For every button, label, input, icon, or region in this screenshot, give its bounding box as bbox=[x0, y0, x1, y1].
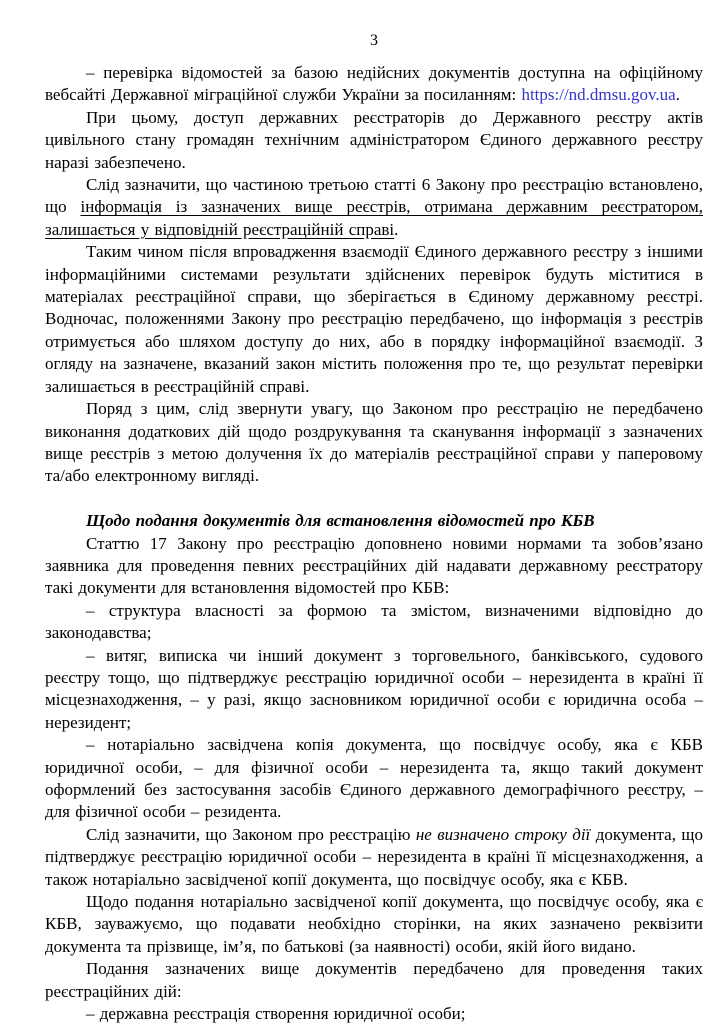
section-heading-kbv-documents: Щодо подання документів для встановлення відомостей про КБВ bbox=[86, 511, 595, 531]
list-item-extract-document: – витяг, виписка чи інший документ з торговельного, банківського, судового реєстру тощо, що підтверджує реєстрацію юридичної особи – нерезидента в країні її місцезнаходження, – у разі, якщо засновником юридичної особи є юридична особа – нерезидент; bbox=[45, 645, 703, 732]
paragraph-text: Слід зазначити, що частиною третьою статті 6 Закону про реєстрацію встановлено, що bbox=[45, 175, 703, 217]
paragraph-registrars-access: При цьому, доступ державних реєстраторів до Державного реєстру актів цивільного стану громадян технічним адміністратором Єдиного державного реєстру наразі забезпечено. bbox=[45, 107, 703, 172]
paragraph-text: – перевірка відомостей за базою недійсних документів доступна на офіційному вебсайті Державної міграційної служби України за посиланням: bbox=[45, 63, 703, 105]
paragraph-no-extra-actions: Поряд з цим, слід звернути увагу, що Законом про реєстрацію не передбачено виконання додаткових дій щодо роздрукування та сканування інформації з зазначених вище реєстрів з метою долучення їх до матеріалів реєстраційної справи у паперовому та/або електронному вигляді. bbox=[45, 399, 703, 486]
paragraph-notarized-copy-pages: Щодо подання нотаріально засвідченої копії документа, що посвідчує особу, яка є КБВ, зауважуємо, що подавати необхідно сторінки, на яких зазначено реквізити документа та прізвище, ім’я, по батькові (за наявності) особи, якій його видано. bbox=[45, 892, 703, 956]
list-item-notarized-copy: – нотаріально засвідчена копія документа, що посвідчує особу, яка є КБВ юридичної особи, – для фізичної особи – нерезидента та, якщо такий документ оформлений без застосування засобів Єдиного державного демографічного реєстру, – для фізичної особи – резидента. bbox=[45, 735, 703, 822]
page-number: 3 bbox=[370, 32, 378, 49]
paragraph-registration-actions-intro: Подання зазначених вище документів передбачено для проведення таких реєстраційних дій: bbox=[45, 959, 703, 1001]
list-item-state-registration: – державна реєстрація створення юридичної особи; bbox=[86, 1004, 466, 1024]
underlined-text: інформація із зазначених вище реєстрів, отримана державним реєстратором, залишається у відповідній реєстраційній справі bbox=[45, 197, 703, 239]
paragraph-verification-note bbox=[45, 62, 703, 107]
paragraph-no-validity-term bbox=[45, 824, 703, 891]
paragraph-text: . bbox=[675, 85, 680, 105]
list-item-ownership-structure: – структура власності за формою та змістом, визначеними відповідно до законодавства; bbox=[45, 600, 703, 643]
paragraph-text: Слід зазначити, що Законом про реєстрацію bbox=[86, 824, 416, 844]
document-body bbox=[45, 62, 703, 1024]
paragraph-article6 bbox=[45, 174, 703, 241]
paragraph-interaction-results: Таким чином після впровадження взаємодії Єдиного державного реєстру з іншими інформаційними системами результати здійснених перевірок будуть міститися в матеріалах реєстраційної справи, що зберігається в Єдиному державному реєстрі. Водночас, положеннями Закону про реєстрацію передбачено, що інформація з реєстрів отримується або шляхом доступу до них, або в порядку інформаційної взаємодії. З огляду на зазначене, вказаний закон містить положення про те, що результат перевірки залишається в реєстраційній справі. bbox=[45, 242, 703, 396]
italic-text: не визначено строку дії bbox=[415, 824, 591, 844]
paragraph-article17: Статтю 17 Закону про реєстрацію доповнено новими нормами та зобов’язано заявника для проведення певних реєстраційних дій надавати державному реєстратору такі документи для встановлення відомостей про КБВ: bbox=[45, 533, 703, 598]
paragraph-text: документа, що підтверджує реєстрацію юридичної особи – нерезидента в країні її місцезнаходження, а також нотаріально засвідченої копії документа, що посвідчує особу, яка є КБВ. bbox=[45, 824, 703, 889]
dmsu-url-link[interactable]: https://nd.dmsu.gov.ua bbox=[521, 85, 676, 105]
paragraph-text: . bbox=[394, 219, 399, 239]
